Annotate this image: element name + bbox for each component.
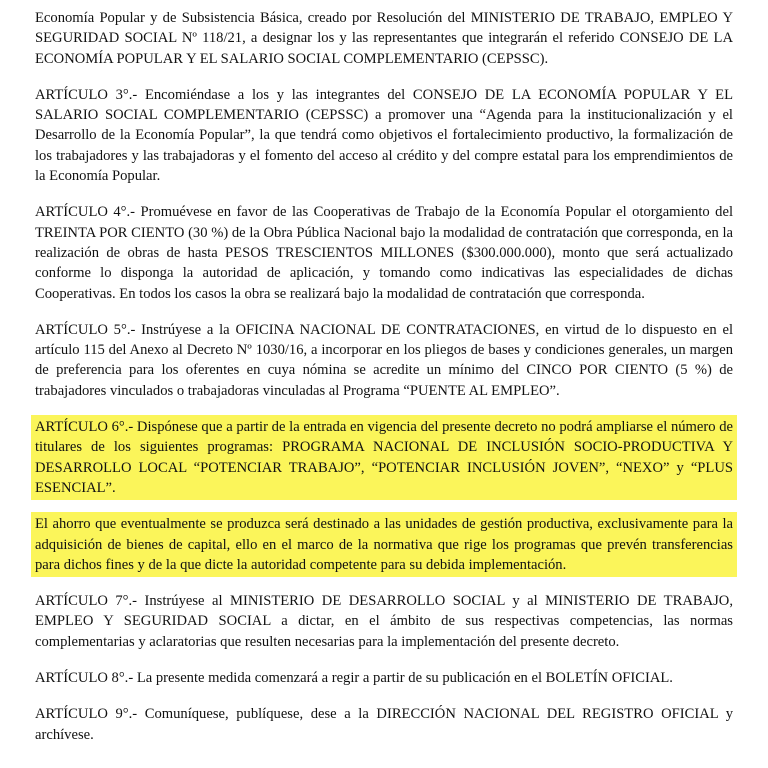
paragraph-articulo-8: ARTÍCULO 8°.- La presente medida comenzará a regir a partir de su publicación en el BOLETÍN OFICIAL. xyxy=(35,670,673,687)
paragraph-articulo-7: ARTÍCULO 7°.- Instrúyese al MINISTERIO DE DESARROLLO SOCIAL y al MINISTERIO DE TRABAJO, EMPLEO Y SEGURIDAD SOCIAL a dictar, en el ámbito de sus respectivas competencias, las normas complementarias y aclaratorias que resulten necesarias para la implementación del presente decreto. xyxy=(35,593,733,650)
paragraph-articulo-5: ARTÍCULO 5°.- Instrúyese a la OFICINA NACIONAL DE CONTRATACIONES, en virtud de lo dispuesto en el artículo 115 del Anexo al Decreto Nº 1030/16, a incorporar en los pliegos de bases y condiciones generales, un margen de preferencia para los oferentes en cuya nómina se acredite un mínimo del CINCO POR CIENTO (5 %) de trabajadores vinculados o trabajadoras vinculadas al Programa “PUENTE AL EMPLEO”. xyxy=(35,321,733,399)
paragraph-ahorro-highlighted: El ahorro que eventualmente se produzca será destinado a las unidades de gestión productiva, exclusivamente para la adquisición de bienes de capital, ello en el marco de la normativa que rige los programas que prevén transferencias para dichos fines y de la que dicte la autoridad competente para su debida implementación. xyxy=(31,512,737,577)
paragraph-articulo-4: ARTÍCULO 4°.- Promuévese en favor de las Cooperativas de Trabajo de la Economía Popular el otorgamiento del TREINTA POR CIENTO (30 %) de la Obra Pública Nacional bajo la modalidad de contratación que corresponda, en la realización de obras de hasta PESOS TRESCIENTOS MILLONES ($300.000.000), monto que será actualizado conforme lo disponga la autoridad de aplicación, y tomando como indicativas las especialidades de dichas Cooperativas. En todos los casos la obra se realizará bajo la modalidad de contratación que corresponda. xyxy=(35,204,733,302)
paragraph-articulo-6-highlighted: ARTÍCULO 6°.- Dispónese que a partir de la entrada en vigencia del presente decreto no podrá ampliarse el número de titulares de los siguientes programas: PROGRAMA NACIONAL DE INCLUSIÓN SOCIO-PRODUCTIVA Y DESARROLLO LOCAL “POTENCIAR TRABAJO”, “POTENCIAR INCLUSIÓN JOVEN”, “NEXO” y “PLUS ESENCIAL”. xyxy=(31,415,737,500)
paragraph-resolucion-intro: Economía Popular y de Subsistencia Básica, creado por Resolución del MINISTERIO DE TRABAJO, EMPLEO Y SEGURIDAD SOCIAL Nº 118/21, a designar los y las representantes que integrarán el referido CONSEJO DE LA ECONOMÍA POPULAR Y EL SALARIO SOCIAL COMPLEMENTARIO (CEPSSC). xyxy=(35,10,733,67)
document-page xyxy=(31,6,737,747)
paragraph-articulo-3: ARTÍCULO 3°.- Encomiéndase a los y las integrantes del CONSEJO DE LA ECONOMÍA POPULAR Y EL SALARIO SOCIAL COMPLEMENTARIO (CEPSSC) a promover una “Agenda para la institucionalización y el Desarrollo de la Economía Popular”, la que tendrá como objetivos el fortalecimiento productivo, la formalización de los trabajadores y las trabajadoras y el fomento del acceso al crédito y del compre estatal para los emprendimientos de la Economía Popular. xyxy=(35,86,733,185)
paragraph-articulo-9: ARTÍCULO 9°.- Comuníquese, publíquese, dese a la DIRECCIÓN NACIONAL DEL REGISTRO OFICIAL y archívese. xyxy=(35,706,733,743)
